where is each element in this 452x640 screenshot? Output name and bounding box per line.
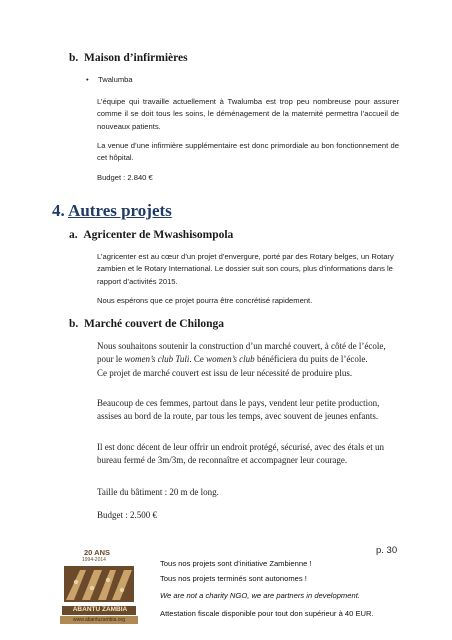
page-number: p. 30 [376, 545, 398, 556]
paragraph-group [97, 340, 397, 380]
chapter-number: 4. [52, 201, 65, 220]
section-heading-agricenter [69, 229, 233, 241]
club-name: women’s club Tuli [124, 354, 190, 365]
paragraph: Nous souhaitons soutenir la construction d’un marché couvert, à côté de l’école, pour le women’s club Tuli. Ce women’s club bénéficiera du puits de l’école. [97, 341, 386, 365]
budget-text: Budget : 2.840 € [97, 173, 153, 182]
paragraph: Nous espérons que ce projet pourra être concrétisé rapidement. [97, 296, 313, 305]
section-letter: b. [69, 318, 79, 330]
abantu-logo [52, 546, 146, 626]
footer-text [160, 557, 400, 621]
paragraph: Ce projet de marché couvert est issu de leur nécessité de produire plus. [97, 367, 353, 378]
logo-name: ABANTU ZAMBIA [72, 606, 128, 613]
section-title: Marché couvert de Chilonga [84, 318, 225, 330]
paragraph: Il est donc décent de leur offrir un endroit protégé, sécurisé, avec des étals et un bureau fermé de 3m/3m, de reconnaître et accompagner leur courage. [97, 442, 384, 466]
bullet-icon: • [86, 75, 89, 84]
paragraph: L’équipe qui travaille actuellement à Twalumba est trop peu nombreuse pour assurer comme il se doit tous les soins, le déménagement de la maternité permettra l’accueil de nouveaux patients. [97, 97, 399, 131]
paragraph: Beaucoup de ces femmes, partout dans le pays, vendent leur petite production, assises au bord de la route, par tous les temps, avec souvent de jeunes enfants. [97, 398, 380, 422]
footer-line: Attestation fiscale disponible pour tout don supérieur à 40 EUR. [160, 608, 374, 618]
footer-line: Tous nos projets terminés sont autonomes ! [160, 573, 307, 583]
size-text: Taille du bâtiment : 20 m de long. [97, 487, 219, 497]
section-letter: b. [69, 52, 79, 64]
section-heading-maison [69, 52, 188, 64]
footer-line: We are not a charity NGO, we are partners in development. [160, 591, 360, 601]
chapter-heading [52, 201, 172, 221]
section-heading-marche [69, 318, 224, 330]
budget-text: Budget : 2.500 € [97, 510, 157, 520]
club-name: women’s club [206, 354, 255, 365]
logo-range: 1994-2014 [82, 557, 106, 563]
logo-years: 20 ANS [84, 548, 110, 557]
paragraph: La venue d’une infirmière supplémentaire est donc primordiale au bon fonctionnement de cet hôpital. [97, 141, 399, 163]
section-title: Agricenter de Mwashisompola [83, 229, 234, 241]
paragraph: L’agricenter est au cœur d’un projet d’envergure, porté par des Rotary belges, un Rotary zambien et le Rotary International. Le dossier suit son cours, plus d’informations dans le rapport d’activités 2015. [97, 252, 394, 286]
footer-line: Tous nos projets sont d’initiative Zambienne ! [160, 559, 312, 568]
bullet-label: Twalumba [98, 75, 133, 84]
chapter-title: Autres projets [68, 201, 172, 220]
section-title: Maison d’infirmières [84, 52, 188, 64]
logo-url: www.abantuzambia.org [73, 617, 125, 623]
section-letter: a. [69, 229, 78, 241]
